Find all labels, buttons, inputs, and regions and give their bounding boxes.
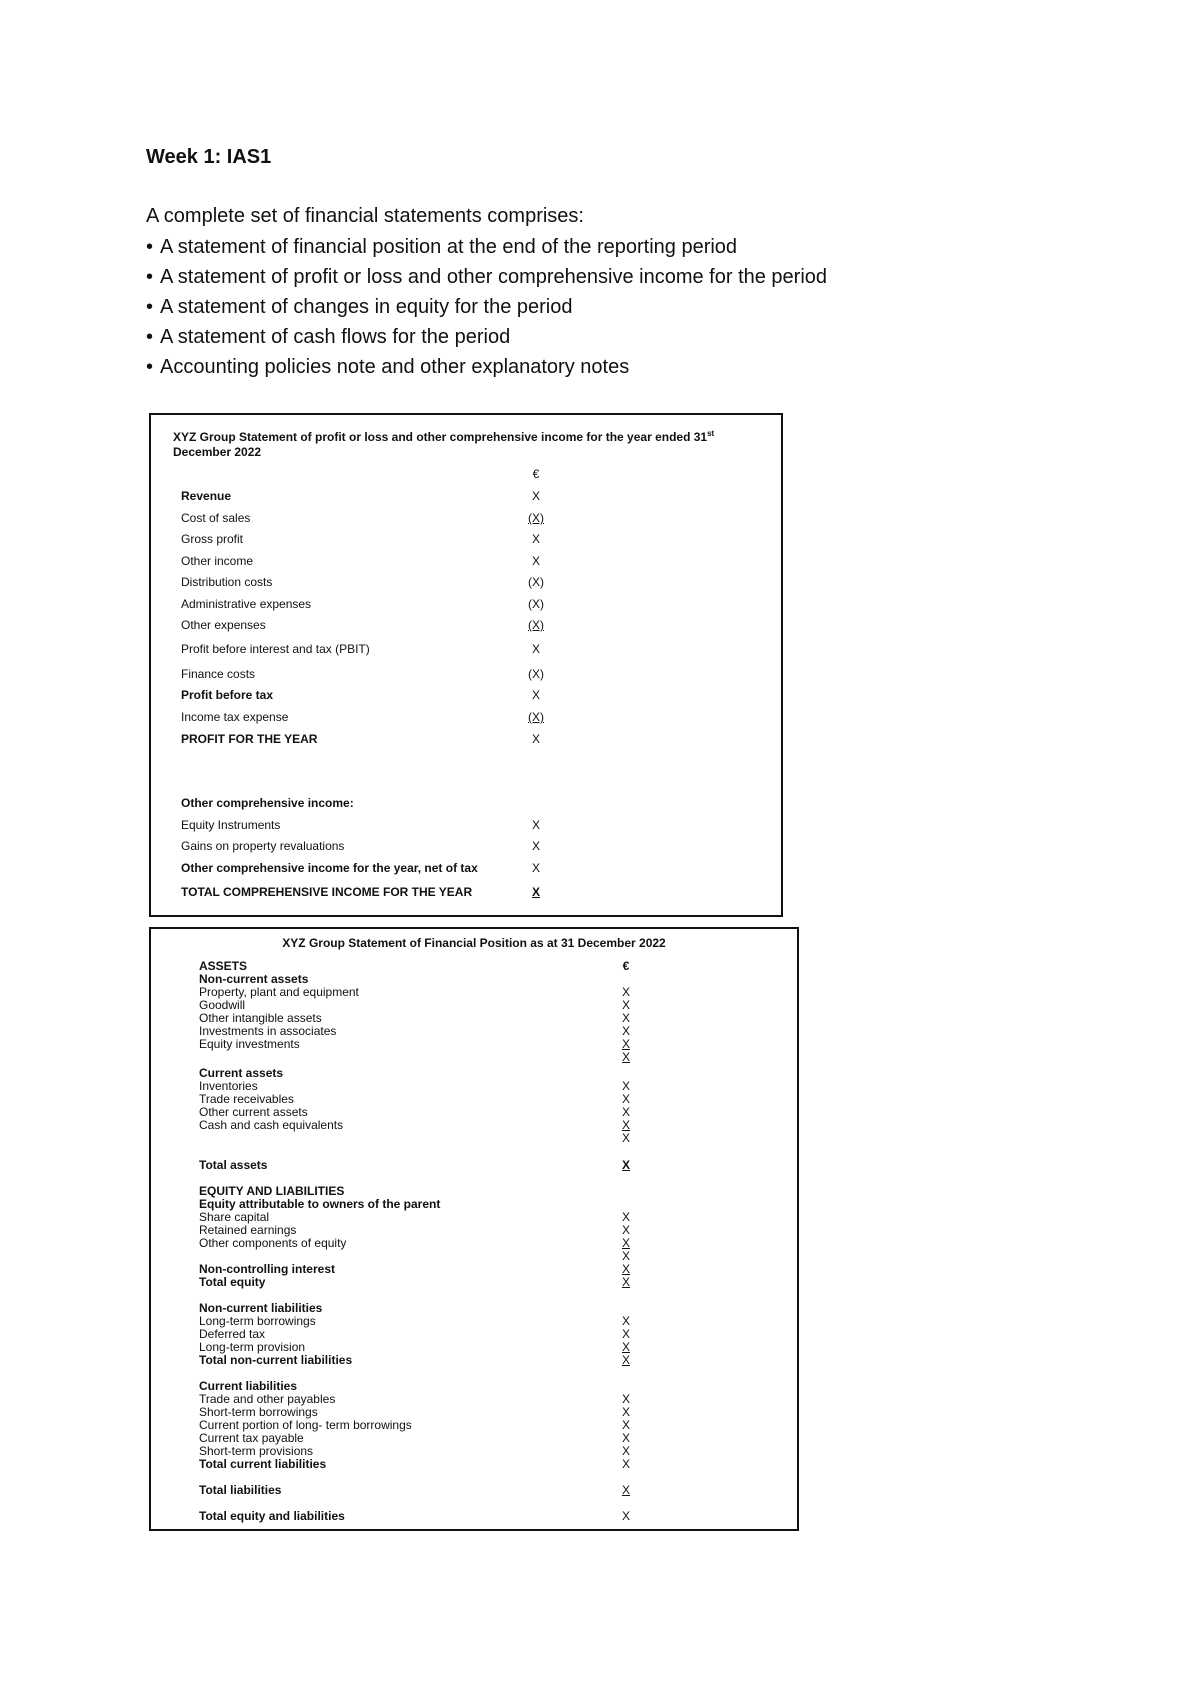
page-heading: Week 1: IAS1: [146, 146, 272, 168]
row-label: EQUITY AND LIABILITIES: [199, 1184, 345, 1198]
row-label: Revenue: [181, 489, 232, 503]
row-label: Long-term borrowings: [199, 1314, 316, 1328]
income-statement-title: XYZ Group Statement of profit or loss and other comprehensive income for the year ended 31st December 2022: [173, 429, 715, 459]
row-label: TOTAL COMPREHENSIVE INCOME FOR THE YEAR: [181, 885, 473, 899]
row-label: Other comprehensive income:: [181, 796, 354, 810]
row-label: Income tax expense: [181, 710, 289, 724]
bullet-icon: •: [146, 266, 154, 288]
row-label: Other expenses: [181, 618, 266, 632]
row-value: X: [621, 1275, 630, 1289]
row-label: Equity Instruments: [181, 818, 281, 832]
row-label: Profit before interest and tax (PBIT): [181, 642, 370, 656]
row-value: (X): [528, 597, 544, 611]
row-label: Administrative expenses: [181, 597, 312, 611]
row-label: Short-term borrowings: [199, 1405, 318, 1419]
row-label: Retained earnings: [199, 1223, 297, 1237]
row-value: X: [621, 1050, 630, 1064]
statements-list: [146, 232, 827, 382]
row-label: Other components of equity: [199, 1236, 347, 1250]
row-label: Inventories: [199, 1079, 258, 1093]
row-value: X: [621, 1158, 630, 1172]
row-label: Share capital: [199, 1210, 270, 1224]
bullet-icon: •: [146, 236, 154, 258]
bullet-icon: •: [146, 326, 154, 348]
row-value: X: [621, 998, 630, 1012]
row-value: X: [621, 1011, 630, 1025]
row-label: Current portion of long- term borrowings: [199, 1418, 412, 1432]
row-value: X: [621, 1431, 630, 1445]
list-item: • A statement of financial position at the end of the reporting period: [146, 232, 827, 262]
row-value: X: [621, 1509, 630, 1523]
list-item: • A statement of changes in equity for the period: [146, 292, 827, 322]
row-value: X: [531, 554, 540, 568]
row-value: (X): [528, 618, 544, 632]
row-label: Gains on property revaluations: [181, 839, 345, 853]
row-value: X: [621, 1327, 630, 1341]
row-value: X: [621, 1092, 630, 1106]
row-label: Goodwill: [199, 998, 246, 1012]
row-label: Current tax payable: [199, 1431, 304, 1445]
row-value: X: [621, 1210, 630, 1224]
row-label: Trade receivables: [199, 1092, 294, 1106]
row-value: X: [621, 1024, 630, 1038]
row-label: Other current assets: [199, 1105, 308, 1119]
row-label: Long-term provision: [199, 1340, 306, 1354]
row-value: X: [531, 688, 540, 702]
row-label: Non-current assets: [199, 972, 309, 986]
row-label: Deferred tax: [199, 1327, 266, 1341]
list-item: • A statement of profit or loss and other comprehensive income for the period: [146, 262, 827, 292]
row-value: X: [621, 1118, 630, 1132]
row-label: Total equity: [199, 1275, 266, 1289]
row-value: X: [531, 839, 540, 853]
row-value: X: [621, 1131, 630, 1145]
row-value: X: [621, 1353, 630, 1367]
row-value: X: [621, 1262, 630, 1276]
row-label: Property, plant and equipment: [199, 985, 359, 999]
row-value: X: [621, 985, 630, 999]
financial-position-table: [149, 927, 799, 1531]
row-label: Gross profit: [181, 532, 244, 546]
row-value: X: [621, 1444, 630, 1458]
row-label: PROFIT FOR THE YEAR: [181, 732, 318, 746]
row-value: X: [621, 1418, 630, 1432]
row-value: X: [531, 885, 540, 899]
row-value: X: [621, 1457, 630, 1471]
row-value: (X): [528, 710, 544, 724]
row-label: Non-current liabilities: [199, 1301, 323, 1315]
row-label: Non-controlling interest: [199, 1262, 335, 1276]
row-label: Equity investments: [199, 1037, 300, 1051]
row-value: X: [621, 1405, 630, 1419]
row-value: X: [621, 1340, 630, 1354]
row-label: Other income: [181, 554, 254, 568]
row-label: Total liabilities: [199, 1483, 282, 1497]
row-label: Other comprehensive income for the year, net of tax: [181, 861, 478, 875]
bullet-icon: •: [146, 356, 154, 378]
row-value: X: [531, 642, 540, 656]
list-item: • A statement of cash flows for the period: [146, 322, 827, 352]
row-label: Distribution costs: [181, 575, 273, 589]
row-label: Other intangible assets: [199, 1011, 322, 1025]
row-label: Cost of sales: [181, 511, 251, 525]
row-label: Total equity and liabilities: [199, 1509, 345, 1523]
row-value: X: [621, 1483, 630, 1497]
row-value: (X): [528, 667, 544, 681]
row-label: Total non-current liabilities: [199, 1353, 353, 1367]
row-label: Profit before tax: [181, 688, 274, 702]
row-value: X: [621, 1223, 630, 1237]
row-label: Short-term provisions: [199, 1444, 314, 1458]
row-label: Current assets: [199, 1066, 284, 1080]
row-label: Equity attributable to owners of the parent: [199, 1197, 441, 1211]
currency-symbol: €: [622, 959, 630, 973]
row-value: X: [531, 532, 540, 546]
row-value: X: [531, 732, 540, 746]
row-value: X: [621, 1105, 630, 1119]
currency-symbol: €: [532, 467, 540, 481]
income-statement-table: [149, 413, 783, 917]
row-value: X: [621, 1314, 630, 1328]
row-value: X: [531, 489, 540, 503]
row-label: Current liabilities: [199, 1379, 298, 1393]
row-label: Investments in associates: [199, 1024, 337, 1038]
row-value: (X): [528, 511, 544, 525]
intro-text: A complete set of financial statements comprises:: [146, 205, 584, 227]
financial-position-title: XYZ Group Statement of Financial Position as at 31 December 2022: [282, 936, 666, 950]
row-value: X: [621, 1392, 630, 1406]
row-value: (X): [528, 575, 544, 589]
row-value: X: [531, 818, 540, 832]
row-label: Finance costs: [181, 667, 256, 681]
row-label: Total assets: [199, 1158, 268, 1172]
row-label: Trade and other payables: [199, 1392, 336, 1406]
row-value: X: [621, 1249, 630, 1263]
row-value: X: [621, 1079, 630, 1093]
list-item: • Accounting policies note and other explanatory notes: [146, 352, 827, 382]
bullet-icon: •: [146, 296, 154, 318]
row-label: Total current liabilities: [199, 1457, 327, 1471]
row-value: X: [621, 1037, 630, 1051]
row-value: X: [621, 1236, 630, 1250]
row-label: Cash and cash equivalents: [199, 1118, 344, 1132]
row-label: ASSETS: [199, 959, 248, 973]
row-value: X: [531, 861, 540, 875]
